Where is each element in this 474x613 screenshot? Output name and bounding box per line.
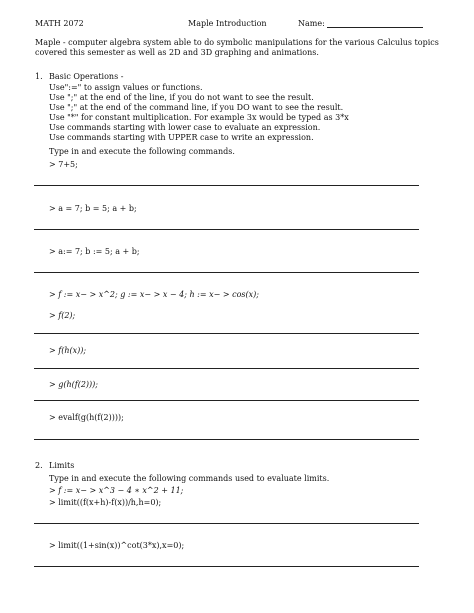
command-8: > evalf(g(h(f(2)))); bbox=[49, 413, 124, 422]
answer-line-1[interactable] bbox=[34, 185, 419, 186]
section1-title: Basic Operations - bbox=[49, 72, 124, 81]
note-uppercase: Use commands starting with UPPER case to write an expression. bbox=[49, 133, 314, 142]
limit-command-2: > limit((f(x+h)-f(x))/h,h=0); bbox=[49, 498, 162, 507]
intro-paragraph: Maple - computer algebra system able to do symbolic manipulations for the various Calculus topics covered this semester as well as 2D and 3D graphing and animations. bbox=[35, 38, 439, 57]
note-lowercase: Use commands starting with lower case to evaluate an expression. bbox=[49, 123, 321, 132]
answer-line-3[interactable] bbox=[34, 272, 419, 273]
limit-answer-line-1[interactable] bbox=[34, 523, 419, 524]
answer-line-2[interactable] bbox=[34, 229, 419, 230]
command-2: > a = 7; b = 5; a + b; bbox=[49, 204, 137, 213]
note-show: Use ";" at the end of the command line, if you DO want to see the result. bbox=[49, 103, 344, 112]
limit-command-3: > limit((1+sin(x))^cot(3*x),x=0); bbox=[49, 541, 185, 550]
name-field-line[interactable] bbox=[327, 27, 423, 28]
answer-line-7[interactable] bbox=[34, 400, 419, 401]
section2-number: 2. bbox=[35, 461, 43, 470]
command-1: > 7+5; bbox=[49, 160, 78, 169]
answer-line-8[interactable] bbox=[34, 439, 419, 440]
command-4: > f := x− > x^2; g := x− > x − 4; h := x− > cos(x); bbox=[49, 290, 259, 299]
page-title: Maple Introduction bbox=[188, 19, 267, 28]
note-assign: Use":=" to assign values or functions. bbox=[49, 83, 203, 92]
command-5: > f(2); bbox=[49, 311, 76, 320]
name-label: Name: bbox=[298, 19, 325, 28]
note-suppress: Use ";" at the end of the line, if you do not want to see the result. bbox=[49, 93, 314, 102]
answer-line-6[interactable] bbox=[34, 368, 419, 369]
answer-line-5[interactable] bbox=[34, 333, 419, 334]
section2-instruction: Type in and execute the following commands used to evaluate limits. bbox=[49, 474, 330, 483]
section1-number: 1. bbox=[35, 72, 43, 81]
limit-command-1: > f := x− > x^3 − 4 ∗ x^2 + 11; bbox=[49, 486, 184, 495]
section2-title: Limits bbox=[49, 461, 75, 470]
command-6: > f(h(x)); bbox=[49, 346, 87, 355]
course-code: MATH 2072 bbox=[35, 19, 84, 28]
command-7: > g(h(f(2))); bbox=[49, 380, 98, 389]
section1-instruction: Type in and execute the following commands. bbox=[49, 147, 235, 156]
limit-answer-line-2[interactable] bbox=[34, 566, 419, 567]
note-multiply: Use "*" for constant multiplication. For example 3x would be typed as 3*x bbox=[49, 113, 349, 122]
command-3: > a:= 7; b := 5; a + b; bbox=[49, 247, 140, 256]
